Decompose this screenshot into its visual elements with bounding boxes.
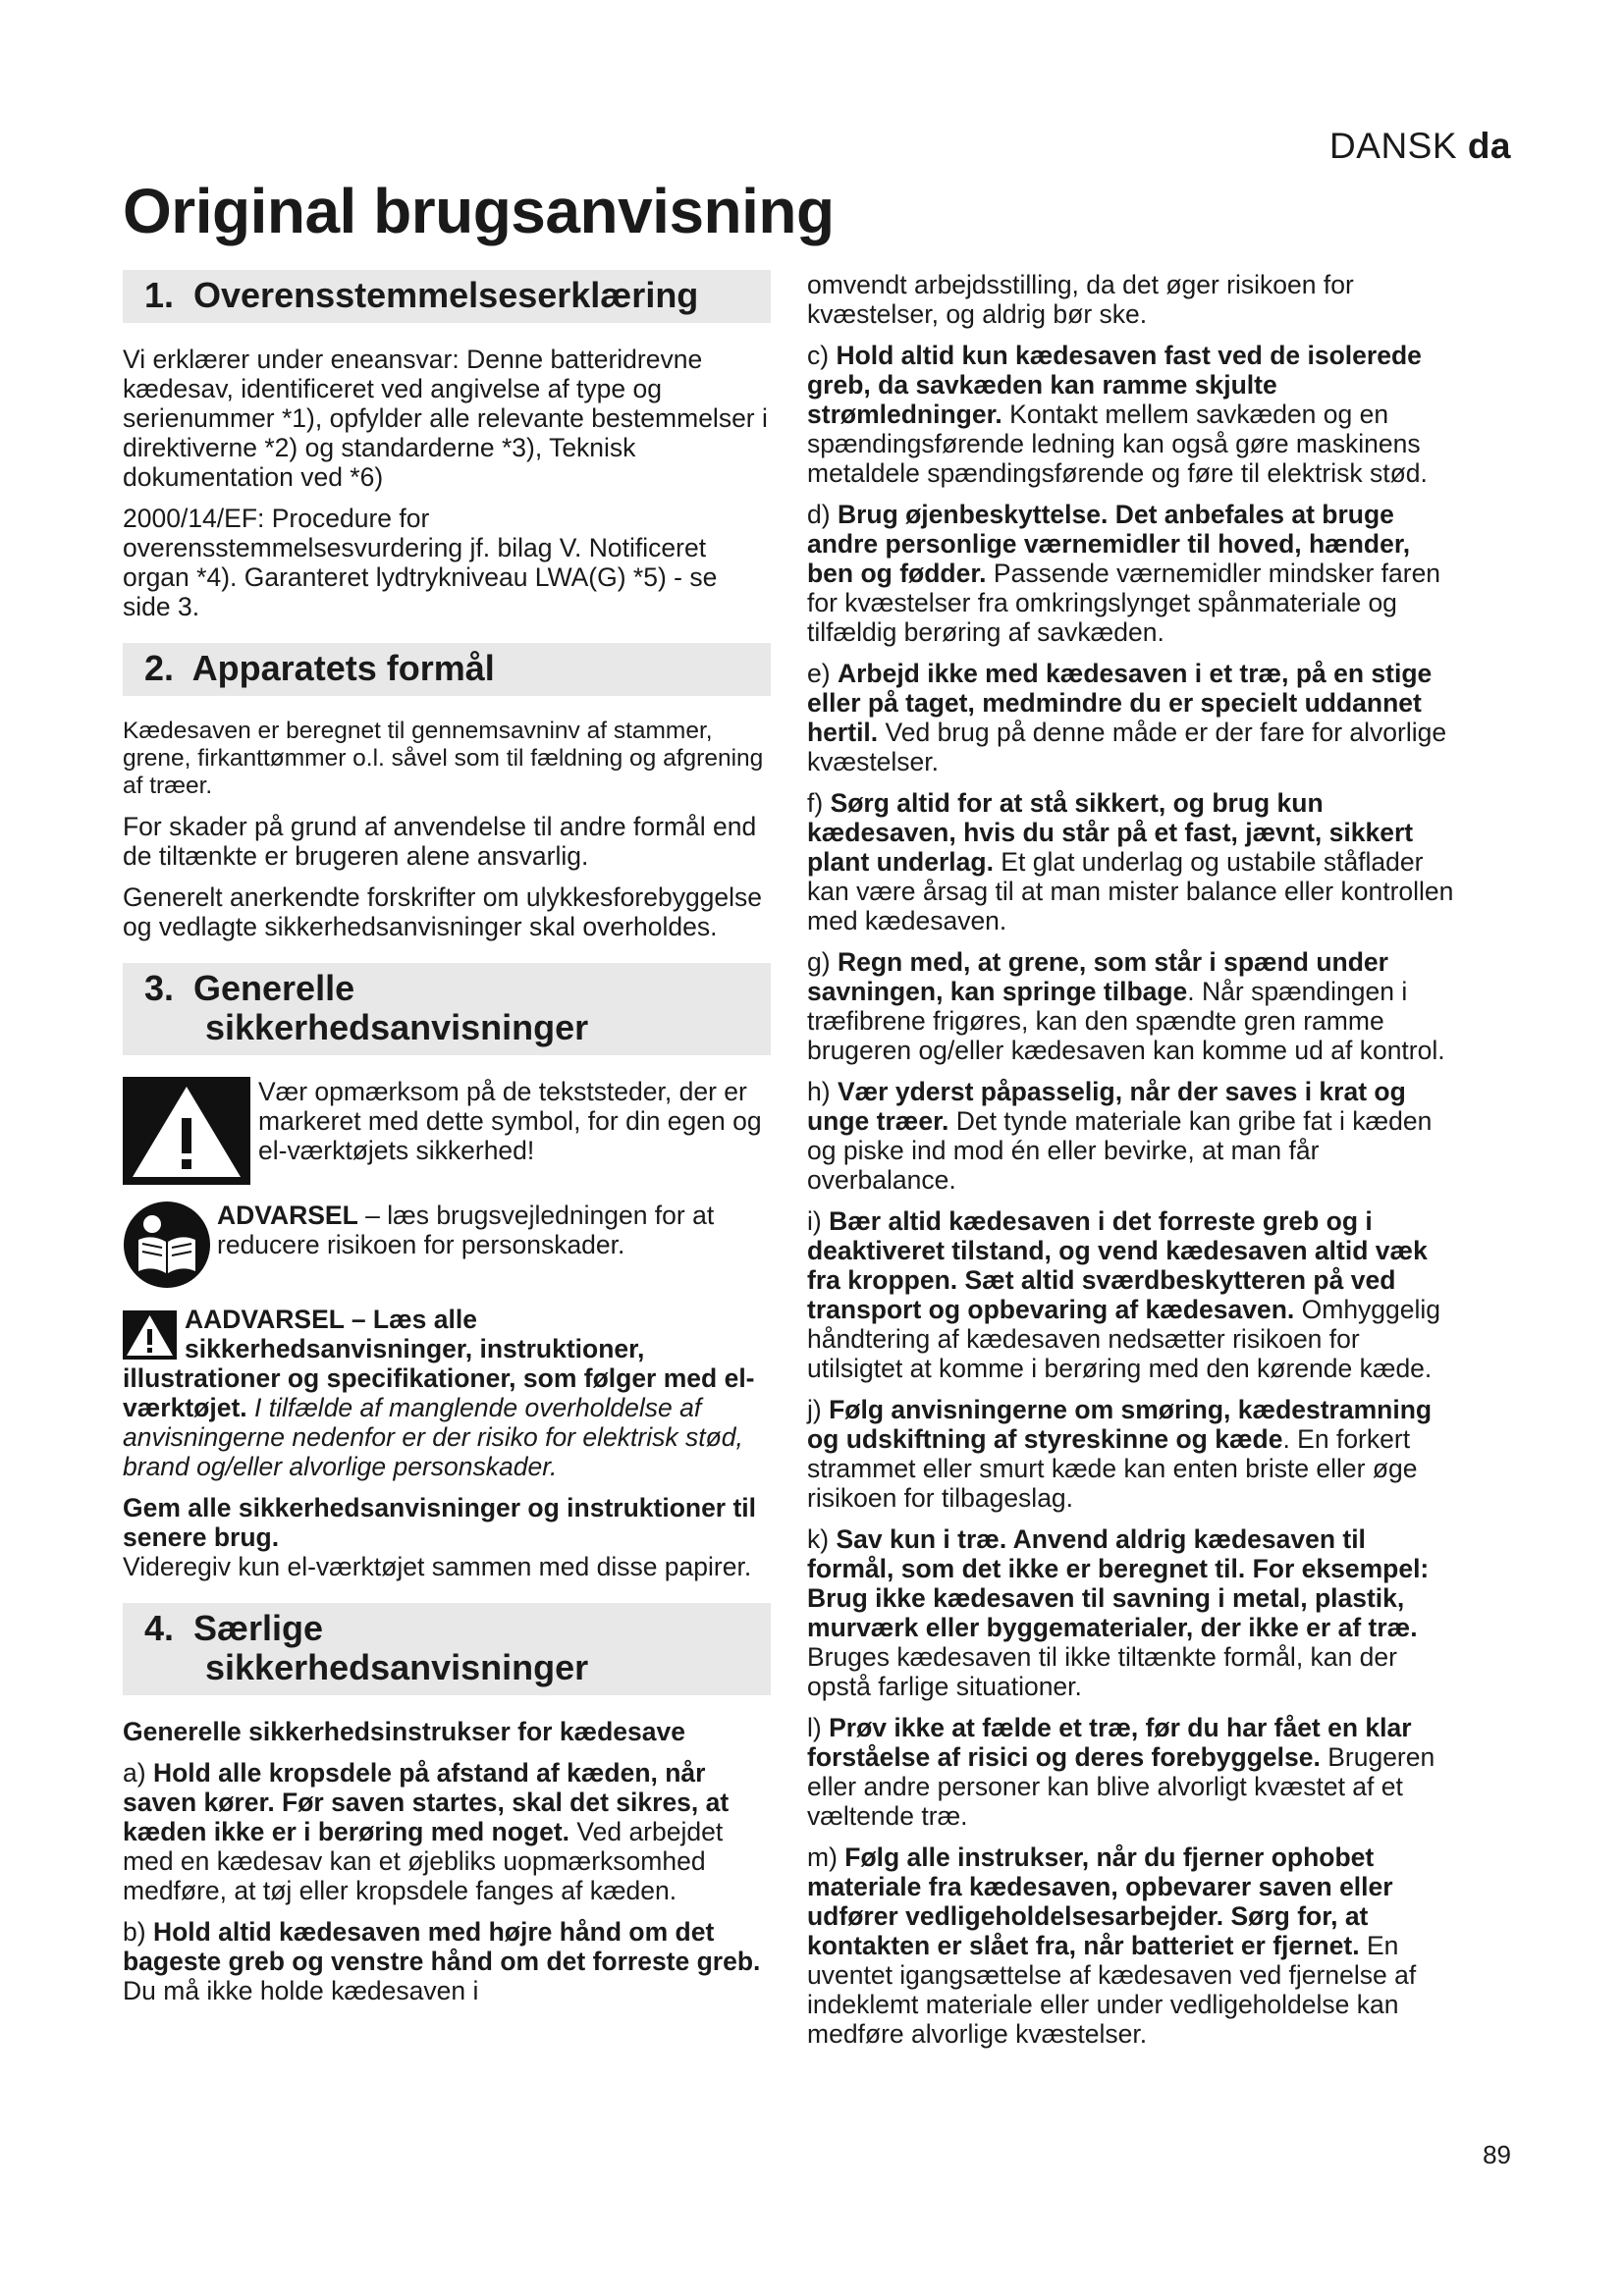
page-number: 89 (1483, 2140, 1511, 2169)
item-a: a) Hold alle kropsdele på afstand af kæden, når saven kører. Før saven startes, skal det sikres, at kæden ikke er i berøring med noget. Ved arbejdet med en kædesav kan et øjebliks uopmærksomhed medføre, at tøj eller kropsdele fanges af kæden. (123, 1758, 730, 1905)
sec2-para-3: Generelt anerkendte forskrifter om ulykkesforebyggelse og vedlagte sikkerhedsanvisninger skal overholdes. (123, 882, 763, 941)
section-2-heading: 2. Apparatets formål (123, 643, 771, 696)
warning-triangle-small-icon (123, 1310, 177, 1360)
section-3-heading: 3. Generelle sikkerhedsanvisninger (123, 963, 771, 1055)
left-column (123, 270, 771, 2017)
item-h: h) Vær yderst påpasselig, når der saves i krat og unge træer. Det tynde materiale kan gribe fat i kæden og piske ind mod én eller bevirke, at man får overbalance. (807, 1077, 1433, 1195)
sec4-subheading: Generelle sikkerhedsinstrukser for kædesave (123, 1717, 685, 1746)
right-column (807, 270, 1455, 2060)
item-i: i) Bær altid kædesaven i det forreste greb og i deaktiveret tilstand, og vend kædesaven altid væk fra kroppen. Sæt altid sværdbeskytteren på ved transport og opbevaring af kædesaven. Omhyggelig håndtering af kædesaven nedsætter risikoen for utilsigtet at komme i berøring med den kørende kæde. (807, 1206, 1441, 1383)
item-c: c) Hold altid kun kædesaven fast ved de isolerede greb, da savkæden kan ramme skjulte strømledninger. Kontakt mellem savkæden og en spændingsførende ledning kan også gøre maskinens metaldele spændingsførende og føre til elektrisk stød. (807, 341, 1428, 488)
item-f: f) Sørg altid for at stå sikkert, og brug kun kædesaven, hvis du står på et fast, jævnt, sikkert plant underlag. Et glat underlag og ustabile ståflader kan være årsag til at man mister balance eller kontrollen med kædesaven. (807, 788, 1454, 935)
item-j: j) Følg anvisningerne om smøring, kædestramning og udskiftning af styreskinne og kæde. En forkert strammet eller smurt kæde kan enten briste eller øge risikoen for tilbageslag. (807, 1395, 1433, 1513)
sec2-para-2: For skader på grund af anvendelse til andre formål end de tiltænkte er brugeren alene ansvarlig. (123, 812, 757, 871)
item-m: m) Følg alle instrukser, når du fjerner ophobet materiale fra kædesaven, opbevarer saven eller udfører vedligeholdelsesarbejder. Sørg for, at kontakten er slået fra, når batteriet er fjernet. En uventet igangsættelse af kædesaven ved fjernelse af indeklemt materiale eller under vedligeholdelse kan medføre alvorlige kvæstelser. (807, 1842, 1417, 2049)
aadvarsel-block: AADVARSEL – Læs alle sikkerhedsanvisninger, instruktioner, illustrationer og specifikationer, som følger med el-værktøjet. I tilfælde af manglende overholdelse af anvisningerne nedenfor er der risiko for elektrisk stød, brand og/eller alvorlige personskader. (123, 1305, 755, 1481)
item-e: e) Arbejd ikke med kædesaven i et træ, på en stige eller på taget, medmindre du er specielt uddannet hertil. Ved brug på denne måde er der fare for alvorlige kvæstelser. (807, 659, 1447, 776)
section-4-heading: 4. Særlige sikkerhedsanvisninger (123, 1603, 771, 1695)
sec1-para-2: 2000/14/EF: Procedure for overensstemmelsesvurdering jf. bilag V. Notificeret organ *4). Garanteret lydtrykniveau LWA(G) *5) - se side 3. (123, 504, 718, 621)
keep-instructions-heading: Gem alle sikkerhedsanvisninger og instruktioner til senere brug. (123, 1493, 757, 1552)
item-d: d) Brug øjenbeskyttelse. Det anbefales at bruge andre personlige værnemidler til hoved, hænder, ben og fødder. Passende værnemidler mindsker faren for kvæstelser fra omkringslynget spånmateriale og tilfældig berøring af savkæden. (807, 500, 1441, 647)
item-l: l) Prøv ikke at fælde et træ, før du har fået en klar forståelse af risici og deres forebyggelse. Brugeren eller andre personer kan blive alvorligt kvæstet af et væltende træ. (807, 1713, 1435, 1831)
language-label: DANSK da (1329, 126, 1511, 166)
advarsel-text: ADVARSEL – læs brugsvejledningen for at reducere risikoen for personskader. (217, 1201, 715, 1259)
page-title: Original brugsanvisning (123, 176, 835, 246)
item-k: k) Sav kun i træ. Anvend aldrig kædesaven til formål, som det ikke er beregnet til. For eksempel: Brug ikke kædesaven til savning i metal, plastik, murværk eller byggematerialer, der ikke er af træ. Bruges kædesaven til ikke tiltænkte formål, kan der opstå farlige situationer. (807, 1524, 1430, 1701)
warning-triangle-icon (123, 1077, 250, 1185)
item-b-continued: omvendt arbejdsstilling, da det øger risikoen for kvæstelser, og aldrig bør ske. (807, 270, 1354, 329)
symbol-note-row (123, 1077, 771, 1185)
symbol-note-text: Vær opmærksom på de tekststeder, der er markeret med dette symbol, for din egen og el-værktøjets sikkerhed! (258, 1077, 762, 1165)
item-b: b) Hold altid kædesaven med højre hånd om det bageste greb og venstre hånd om det forreste greb. Du må ikke holde kædesaven i (123, 1917, 761, 2005)
section-1-heading: 1. Overensstemmelseserklæring (123, 270, 771, 323)
keep-instructions-text: Videregiv kun el-værktøjet sammen med disse papirer. (123, 1552, 752, 1581)
sec2-para-1: Kædesaven er beregnet til gennemsavninv af stammer, grene, firkanttømmer o.l. såvel som til fældning og afgrening af træer. (123, 718, 764, 799)
item-g: g) Regn med, at grene, som står i spænd under savningen, kan springe tilbage. Når spændingen i træfibrene frigøres, kan den spændte gren ramme brugeren og/eller kædesaven kan komme ud af kontrol. (807, 947, 1445, 1065)
advarsel-row (123, 1201, 771, 1289)
sec1-para-1: Vi erklærer under eneansvar: Denne batteridrevne kædesav, identificeret ved angivelse af type og serienummer *1), opfylder alle relevante bestemmelser i direktiverne *2) og standarderne *3), Teknisk dokumentation ved *6) (123, 345, 768, 492)
read-manual-icon (123, 1201, 211, 1289)
